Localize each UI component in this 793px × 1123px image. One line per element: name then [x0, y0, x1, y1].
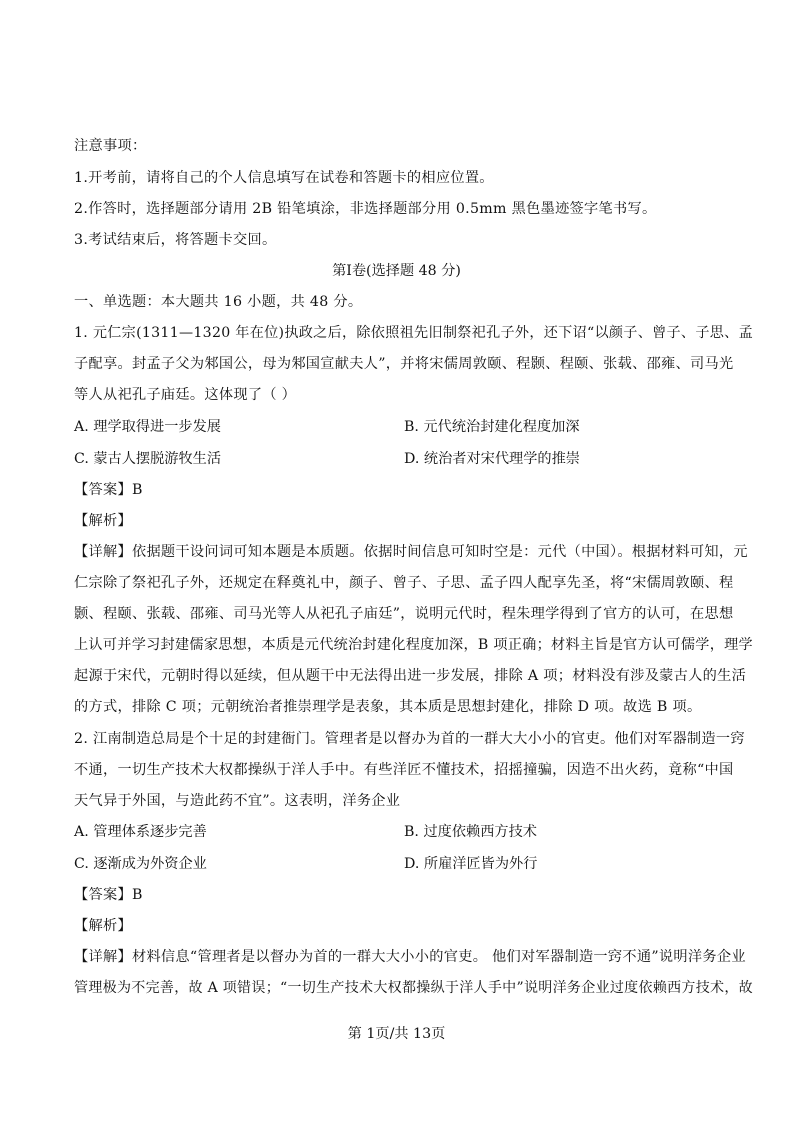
q1-detail-line-1: 【详解】依据题干设问词可知本题是本质题。依据时间信息可知时空是：元代（中国）。根据材料可知，元 — [74, 544, 748, 560]
q1-option-b: B. 元代统治封建化程度加深 — [404, 419, 580, 435]
q1-detail-line-5: 起源于宋代，元朝时得以延续，但从题干中无法得出进一步发展，排除 A 项；材料没有涉及蒙古人的生活 — [74, 668, 747, 684]
q2-option-d: D. 所雇洋匠皆为外行 — [404, 856, 538, 872]
page-footer: 第 1页/共 13页 — [347, 1026, 446, 1042]
q1-analysis-title: 【解析】 — [74, 513, 132, 529]
q1-detail-line-2: 仁宗除了祭祀孔子外，还规定在释奠礼中，颜子、曾子、子思、孟子四人配享先圣，将“宋儒周敦颐、程 — [74, 575, 734, 591]
q1-stem-line-3: 等人从祀孔子庙廷。这体现了（ ） — [74, 387, 297, 403]
q2-stem-line-2: 不通，一切生产技术大权都操纵于洋人手中。有些洋匠不懂技术，招摇撞骗，因造不出火药，竟称“中国 — [74, 762, 734, 778]
q2-option-c: C. 逐渐成为外资企业 — [74, 856, 207, 872]
q1-detail-line-4: 上认可并学习封建儒家思想，本质是元代统治封建化程度加深，B 项正确；材料主旨是官方认可儒学，理学 — [74, 637, 753, 653]
q2-detail-line-1: 【详解】材料信息“管理者是以督办为首的一群大大小小的官吏。 他们对军器制造一窍不通”说明洋务企业 — [74, 949, 746, 965]
q2-option-a: A. 管理体系逐步完善 — [74, 824, 207, 840]
part-title: 一、单选题：本大题共 16 小题，共 48 分。 — [74, 294, 363, 310]
notice-item-2: 2.作答时，选择题部分请用 2B 铅笔填涂，非选择题部分用 0.5mm 黑色墨迹签字笔书写。 — [74, 201, 657, 217]
q2-answer: 【答案】B — [74, 887, 143, 903]
q2-detail-line-2: 管理极为不完善，故 A 项错误；“一切生产技术大权都操纵于洋人手中”说明洋务企业过度依赖西方技术，故 — [74, 980, 753, 996]
q1-stem-line-2: 子配享。封孟子父为邾国公，母为邾国宣献夫人”，并将宋儒周敦颐、程颢、程颐、张载、邵雍、司马光 — [74, 356, 734, 372]
notice-title: 注意事项： — [74, 138, 147, 154]
q1-option-d: D. 统治者对宋代理学的推崇 — [404, 451, 580, 467]
q2-stem-line-1: 2. 江南制造总局是个十足的封建衙门。管理者是以督办为首的一群大大小小的官吏。他们对军器制造一窍 — [74, 731, 745, 747]
q1-option-a: A. 理学取得进一步发展 — [74, 419, 221, 435]
notice-item-1: 1.开考前，请将自己的个人信息填写在试卷和答题卡的相应位置。 — [74, 170, 494, 186]
q1-detail-line-3: 颢、程颐、张载、邵雍、司马光等人从祀孔子庙廷”，说明元代时，程朱理学得到了官方的认可，在思想 — [74, 606, 734, 622]
section-title: 第Ⅰ卷(选择题 48 分) — [332, 263, 461, 279]
q1-option-c: C. 蒙古人摆脱游牧生活 — [74, 451, 222, 467]
q2-analysis-title: 【解析】 — [74, 918, 132, 934]
q2-stem-line-3: 天气异于外国，与造此药不宜”。这表明，洋务企业 — [74, 793, 401, 809]
q1-stem-line-1: 1. 元仁宗(1311—1320 年在位)执政之后，除依照祖先旧制祭祀孔子外，还下诏“以颜子、曾子、子思、孟 — [74, 325, 753, 341]
q2-option-b: B. 过度依赖西方技术 — [404, 824, 537, 840]
q1-detail-line-6: 的方式，排除 C 项；元朝统治者推崇理学是表象，其本质是思想封建化，排除 D 项。故选 B 项。 — [74, 699, 702, 715]
notice-item-3: 3.考试结束后，将答题卡交回。 — [74, 232, 277, 248]
q1-answer: 【答案】B — [74, 482, 143, 498]
